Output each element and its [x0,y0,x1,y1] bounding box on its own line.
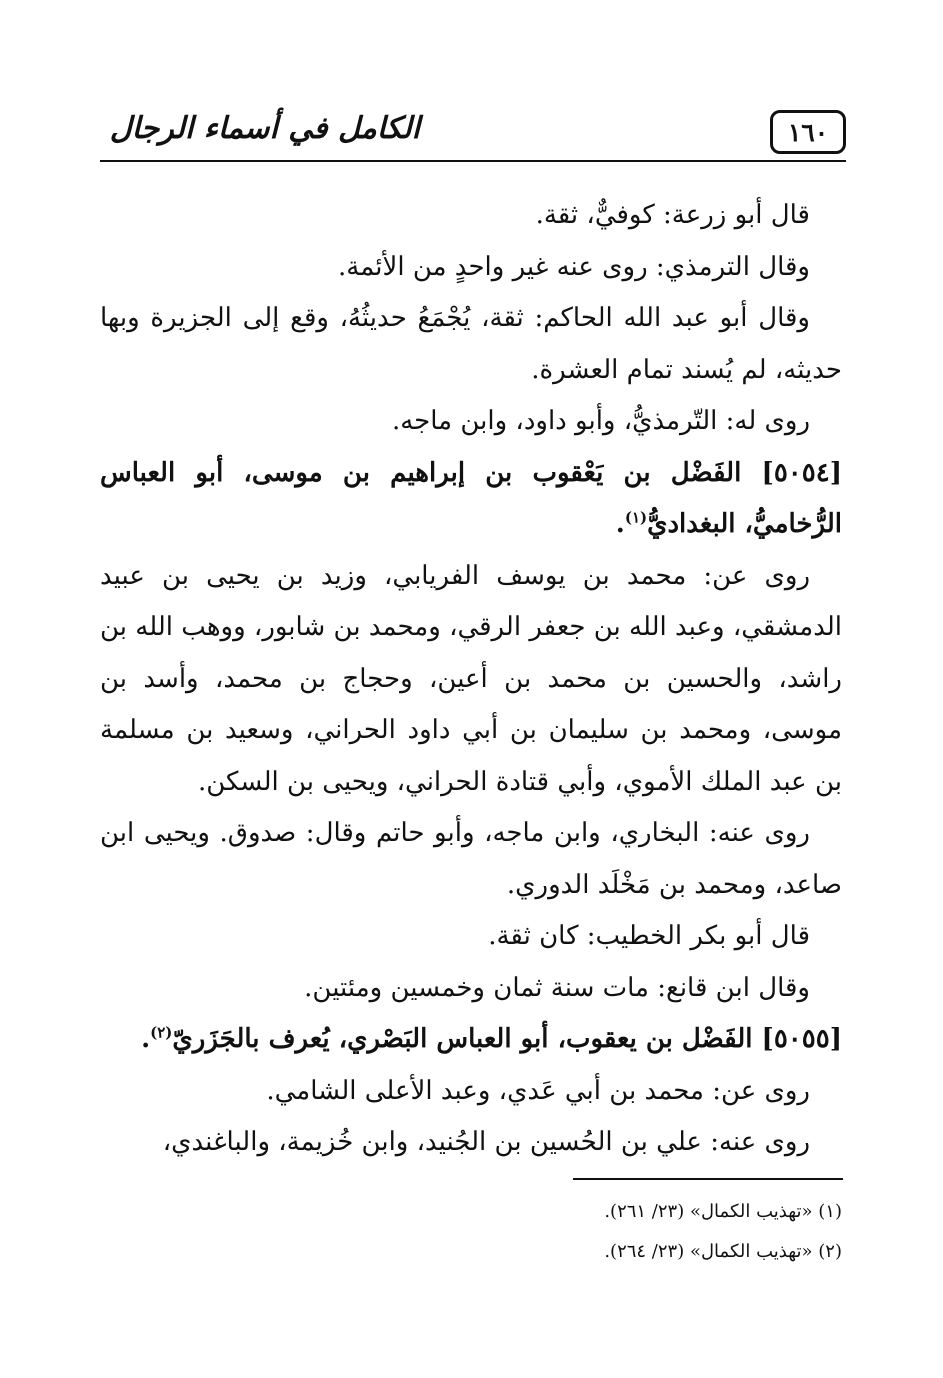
footnote-ref: (١) [624,508,648,527]
text-line: قال أبو زرعة: كوفيٌّ، ثقة. [535,200,810,230]
paragraph: وقال ابن قانع: مات سنة ثمان وخمسين ومئتين. [304,972,810,1003]
book-title: الكامل في أسماء الرجال [109,110,420,146]
paragraph: قال أبو بكر الخطيب: كان ثقة. [488,921,810,951]
header-rule [100,160,846,162]
page-header [100,98,846,158]
entry-heading-5054 [100,448,842,551]
paragraph: روى عنه: البخاري، وابن ماجه، وأبو حاتم وقال: صدوق. ويحيى ابن صاعد، ومحمد بن مَخْلَد الدوري. [100,818,842,900]
paragraph: روى عن: محمد بن أبي عَدي، وعبد الأعلى الشامي. [266,1075,810,1106]
paragraph: روى عن: محمد بن يوسف الفريابي، وزيد بن يحيى بن عبيد الدمشقي، وعبد الله بن جعفر الرقي، ومحمد بن شابور، ووهب الله بن راشد، والحسين بن محمد بن أعين، وحجاج بن محمد، وأسد بن موسى، ومحمد بن سليمان بن أبي داود الحراني، وسعيد بن مسلمة بن عبد الملك الأموي، وأبي قتادة الحراني، ويحيى بن السكن. [100,560,842,797]
entry-heading-text: [٥٠٥٤] الفَضْل بن يَعْقوب بن إبراهيم بن موسى، أبو العباس الرُّخاميُّ، البغداديُّ [100,457,842,539]
paragraph: روى عنه: علي بن الحُسين بن الجُنيد، وابن خُزيمة، والباغندي، [162,1127,810,1157]
footnotes [100,1192,842,1272]
entry-heading-end: . [615,509,625,539]
footnote: (٢) «تهذيب الكمال» (٢٣/ ٢٦٤). [604,1241,842,1262]
page-number: ١٦٠ [770,110,846,154]
text-line: وقال أبو عبد الله الحاكم: ثقة، يُجْمَعُ حديثُهُ، وقع إلى الجزيرة وبها حديثه، لم يُسند تمام العشرة. [100,303,842,385]
entry-heading-end: . [141,1024,151,1054]
text-line: روى له: التّرمذيُّ، وأبو داود، وابن ماجه. [391,406,810,436]
text-line: وقال الترمذي: روى عنه غير واحدٍ من الأئمة. [338,251,810,282]
main-text [100,190,842,1169]
footnote-rule [573,1178,843,1180]
footnote: (١) «تهذيب الكمال» (٢٣/ ٢٦١). [604,1201,842,1222]
footnote-ref: (٢) [150,1023,173,1042]
entry-heading-text: [٥٠٥٥] الفَضْل بن يعقوب، أبو العباس البَصْري، يُعرف بالجَزَريّ [172,1024,842,1054]
entry-heading-5055 [100,1014,842,1066]
